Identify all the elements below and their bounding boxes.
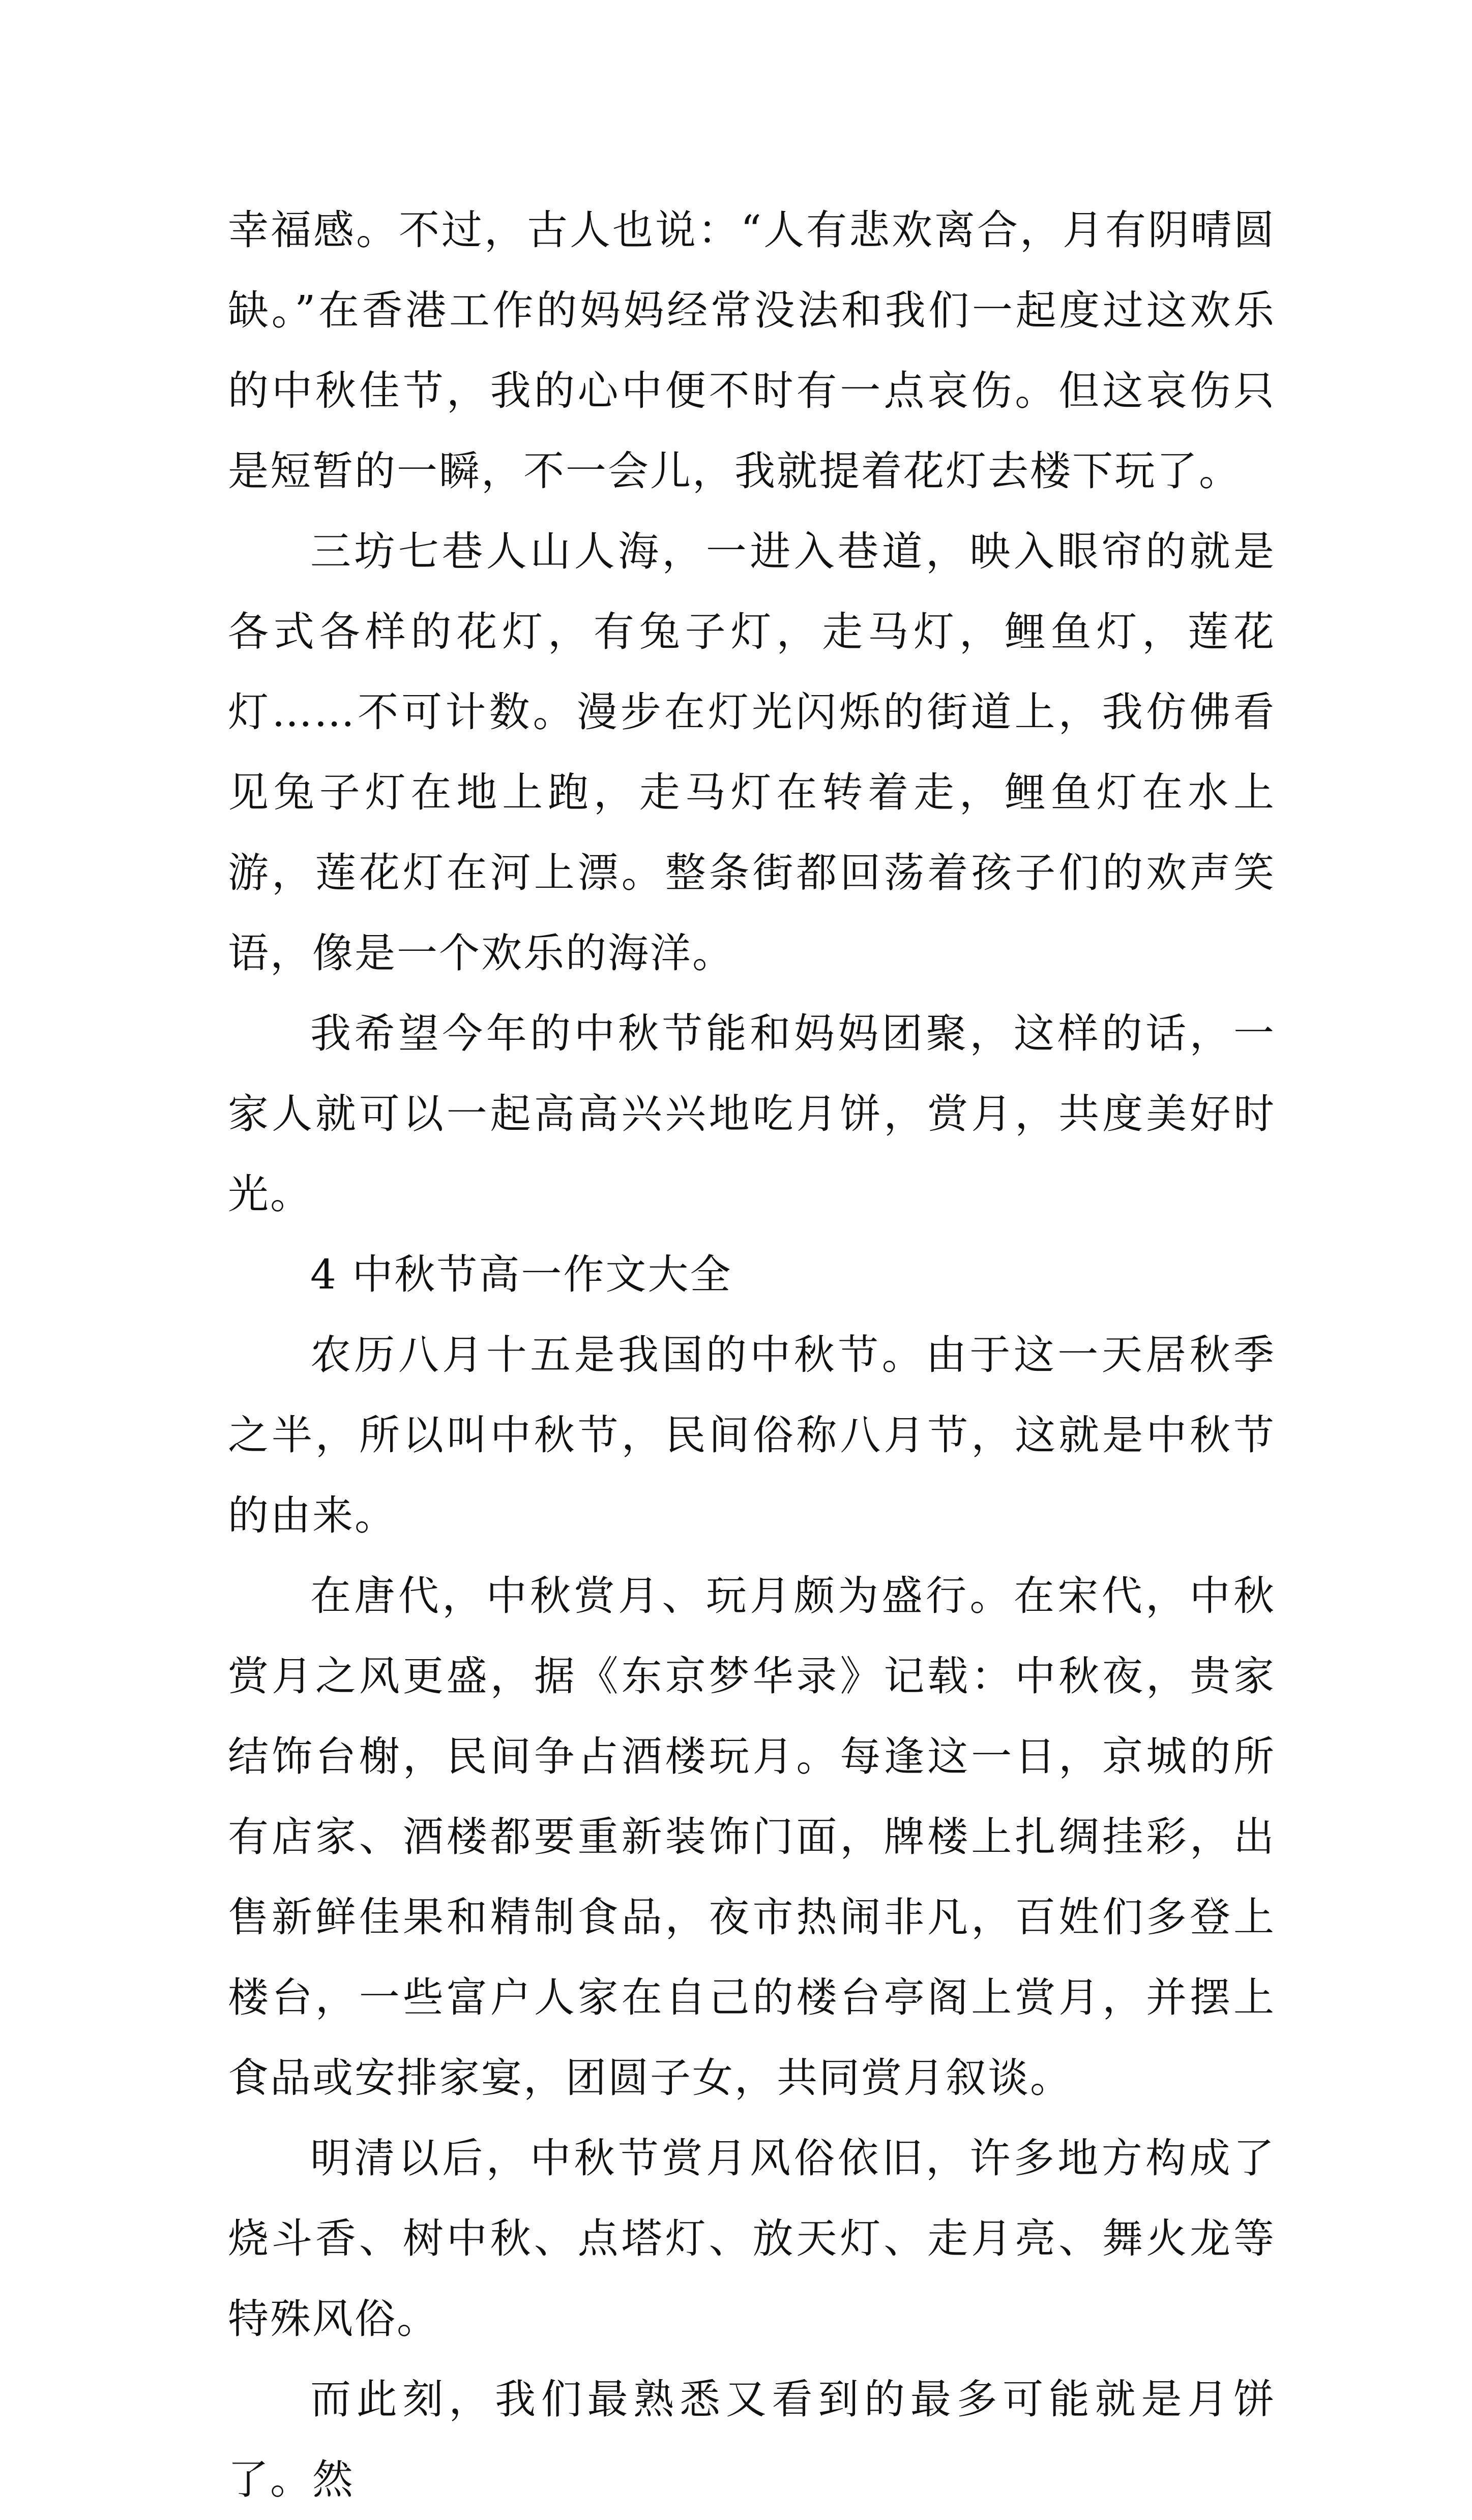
paragraph-2: 三坊七巷人山人海，一进入巷道，映入眼帘的就是各式各样的花灯，有兔子灯，走马灯，鲤鱼灯，莲花灯……不可计数。漫步在灯光闪烁的街道上，我仿佛看见兔子灯在地上跑，走马灯在转着走，鲤鱼灯在水上游，莲花灯在河上漂。整条街都回荡着孩子们的欢声笑语，像是一个欢乐的海洋。 xyxy=(228,528,1276,977)
paragraph-5: 在唐代，中秋赏月、玩月颇为盛行。在宋代，中秋赏月之风更盛，据《东京梦华录》记载：中秋夜，贵家结饰台榭，民间争占酒楼玩月。每逢这一日，京城的所有店家、酒楼都要重新装饰门面，牌楼上扎绸挂彩，出售新鲜佳果和精制食品，夜市热闹非凡，百姓们多登上楼台，一些富户人家在自己的楼台亭阁上赏月，并摆上食品或安排家宴，团圆子女，共同赏月叙谈。 xyxy=(228,1572,1276,2102)
paragraph-4: 农历八月十五是我国的中秋节。由于这一天居秋季之半，所以叫中秋节，民间俗称八月节，这就是中秋节的由来。 xyxy=(228,1331,1276,1539)
paragraph-7: 而此刻，我们最熟悉又看到的最多可能就是月饼了。然 xyxy=(228,2376,1276,2503)
section-heading: 4 中秋节高一作文大全 xyxy=(310,1251,732,1298)
paragraph-6: 明清以后，中秋节赏月风俗依旧，许多地方构成了烧斗香、树中秋、点塔灯、放天灯、走月亮、舞火龙等特殊风俗。 xyxy=(228,2135,1276,2343)
paragraph-3: 我希望今年的中秋节能和妈妈团聚，这样的话，一家人就可以一起高高兴兴地吃月饼，赏月，共度美好时光。 xyxy=(228,1010,1276,1218)
paragraph-1: 幸福感。不过，古人也说：“人有悲欢离合，月有阴晴圆缺。”在香港工作的妈妈经常没法和我们一起度过这欢乐的中秋佳节，我的心中便不时有一点哀伤。但这哀伤只是短暂的一瞬，不一会儿，我就提着花灯去楼下玩了。 xyxy=(228,206,1276,495)
body-text xyxy=(228,190,1276,2520)
